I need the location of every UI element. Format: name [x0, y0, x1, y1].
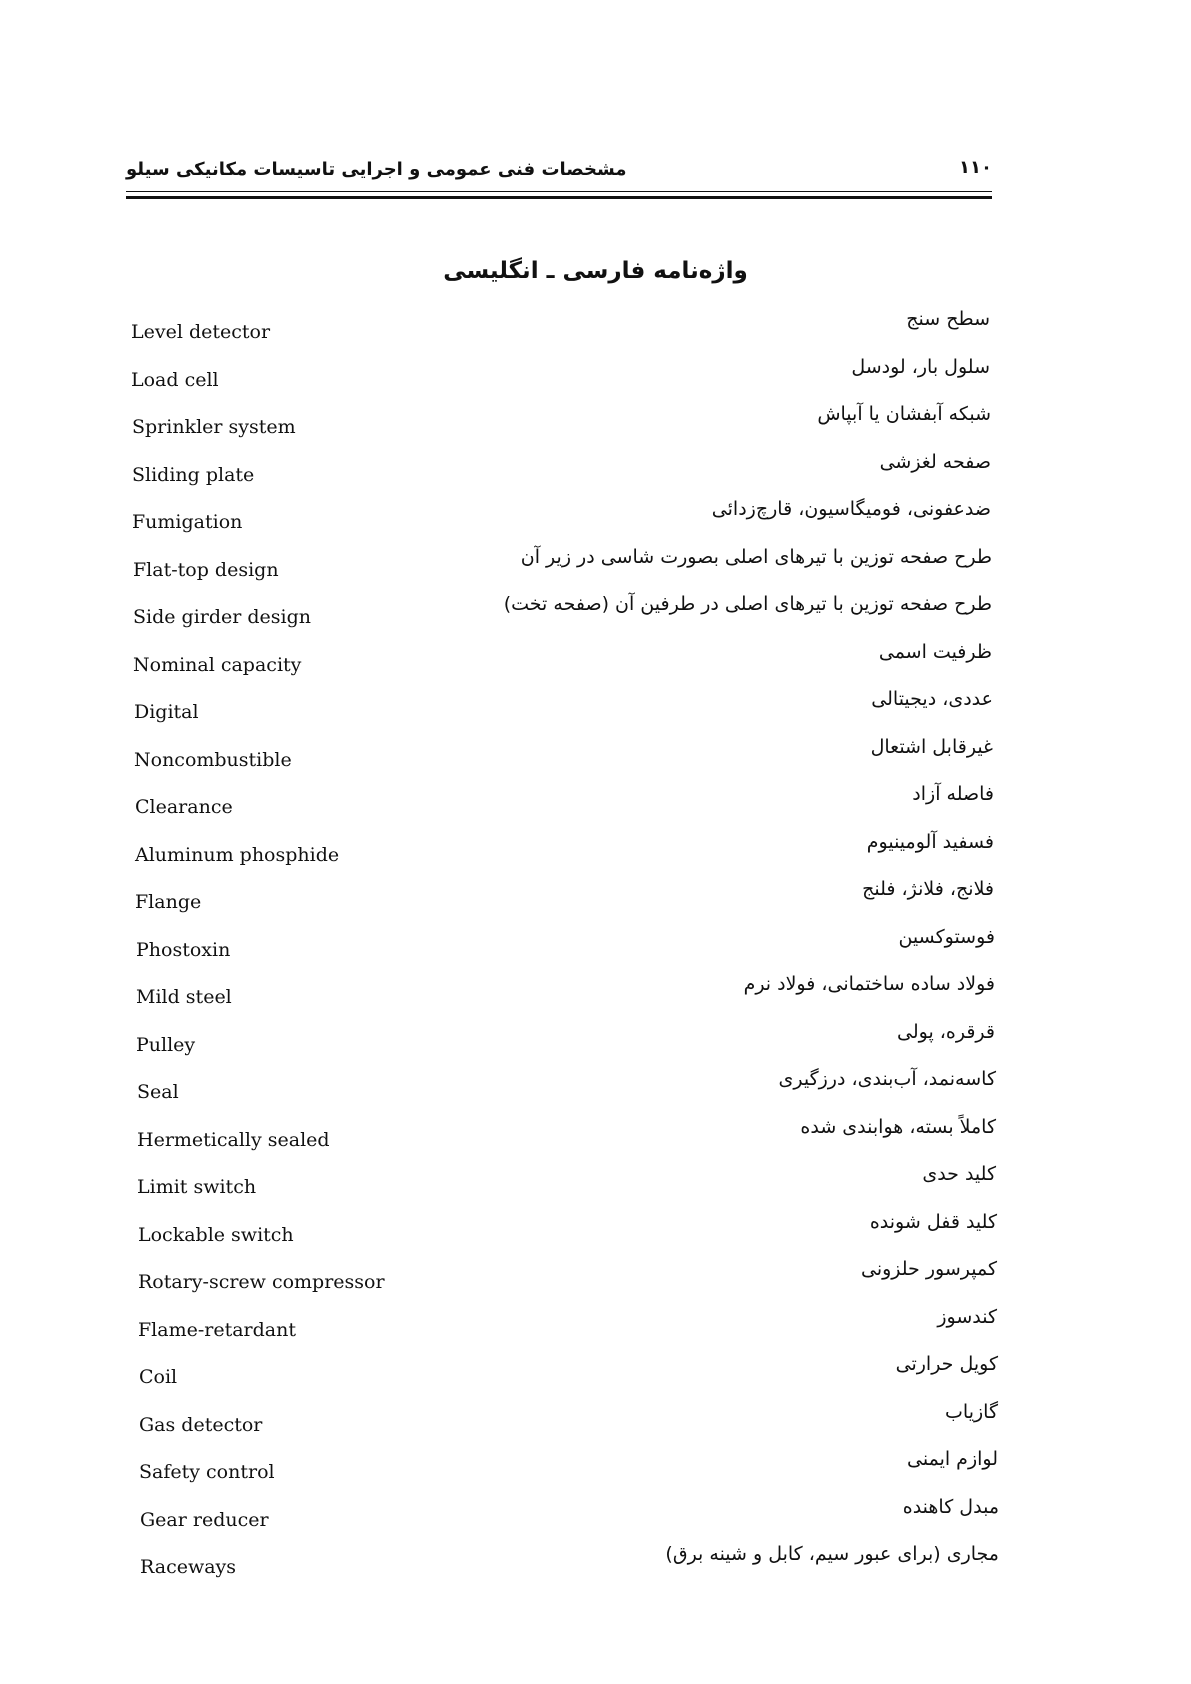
- english-term: Gear reducer: [140, 1509, 269, 1531]
- glossary-entry: [0, 783, 1191, 823]
- glossary-entry: [0, 451, 1191, 491]
- english-term: Level detector: [131, 321, 271, 343]
- persian-term: سلول بار، لودسل: [851, 356, 990, 378]
- header-title: مشخصات فنی عمومی و اجرایی تاسیسات مکانیکی سیلو: [126, 159, 627, 180]
- persian-term: فسفید آلومینیوم: [866, 831, 994, 853]
- persian-term: ظرفیت اسمی: [878, 641, 992, 663]
- persian-term: ضدعفونی، فومیگاسیون، قارچ‌زدائی: [711, 498, 991, 520]
- english-term: Noncombustible: [134, 749, 292, 771]
- english-term: Lockable switch: [138, 1224, 294, 1246]
- english-term: Flat-top design: [133, 559, 279, 581]
- english-term: Raceways: [140, 1556, 237, 1578]
- glossary-entry: [0, 498, 1191, 538]
- page-number: ۱۱۰: [959, 157, 992, 178]
- english-term: Flame-retardant: [138, 1319, 297, 1341]
- glossary-entry: [0, 878, 1191, 918]
- english-term: Pulley: [136, 1034, 196, 1056]
- glossary-entry: [0, 926, 1191, 966]
- english-term: Nominal capacity: [133, 654, 302, 676]
- persian-term: طرح صفحه توزین با تیرهای اصلی در طرفین آن (صفحه تخت): [503, 593, 992, 615]
- english-term: Load cell: [131, 369, 219, 391]
- glossary-entry: [0, 308, 1191, 348]
- english-term: Flange: [135, 891, 202, 913]
- glossary-entry: [0, 831, 1191, 871]
- glossary-entry: [0, 1306, 1191, 1346]
- english-term: Sliding plate: [132, 464, 255, 486]
- glossary-entry: [0, 1353, 1191, 1393]
- glossary-entry: [0, 736, 1191, 776]
- glossary-entry: [0, 1496, 1191, 1536]
- glossary-entry: [0, 1068, 1191, 1108]
- english-term: Clearance: [135, 796, 233, 818]
- english-term: Hermetically sealed: [137, 1129, 330, 1151]
- english-term: Limit switch: [137, 1176, 257, 1198]
- persian-term: فاصله آزاد: [912, 783, 994, 805]
- glossary-entry: [0, 641, 1191, 681]
- glossary-entry: [0, 1543, 1191, 1583]
- english-term: Side girder design: [133, 606, 312, 628]
- persian-term: مجاری (برای عبور سیم، کابل و شینه برق): [665, 1543, 999, 1565]
- section-heading: واژه‌نامه فارسی ـ انگلیسی: [443, 258, 748, 284]
- persian-term: کاسه‌نمد، آب‌بندی، درزگیری: [778, 1068, 996, 1090]
- glossary-entry: [0, 1401, 1191, 1441]
- persian-term: سطح سنج: [906, 308, 990, 330]
- persian-term: غیرقابل اشتعال: [870, 736, 993, 758]
- english-term: Coil: [139, 1366, 178, 1388]
- english-term: Mild steel: [136, 986, 232, 1008]
- glossary-entry: [0, 973, 1191, 1013]
- english-term: Fumigation: [132, 511, 243, 533]
- english-term: Gas detector: [139, 1414, 263, 1436]
- persian-term: فولاد ساده ساختمانی، فولاد نرم: [743, 973, 995, 995]
- persian-term: کویل حرارتی: [895, 1353, 998, 1375]
- persian-term: کمپرسور حلزونی: [860, 1258, 997, 1280]
- persian-term: قرقره، پولی: [897, 1021, 995, 1043]
- english-term: Aluminum phosphide: [135, 844, 340, 866]
- persian-term: فلانج، فلانژ، فلنج: [862, 878, 994, 900]
- glossary-entry: [0, 1116, 1191, 1156]
- persian-term: لوازم ایمنی: [907, 1448, 998, 1470]
- glossary-entry: [0, 593, 1191, 633]
- persian-term: مبدل کاهنده: [902, 1496, 999, 1518]
- persian-term: کندسوز: [937, 1306, 997, 1328]
- glossary-entry: [0, 1163, 1191, 1203]
- glossary-entry: [0, 1211, 1191, 1251]
- persian-term: کاملاً بسته، هوابندی شده: [800, 1116, 996, 1138]
- english-term: Sprinkler system: [132, 416, 296, 438]
- glossary-entry: [0, 403, 1191, 443]
- english-term: Safety control: [139, 1461, 275, 1483]
- english-term: Phostoxin: [136, 939, 231, 961]
- english-term: Digital: [134, 701, 199, 723]
- english-term: Rotary-screw compressor: [138, 1271, 385, 1293]
- glossary-entry: [0, 356, 1191, 396]
- persian-term: فوستوکسین: [898, 926, 995, 948]
- persian-term: صفحه لغزشی: [879, 451, 991, 473]
- persian-term: طرح صفحه توزین با تیرهای اصلی بصورت شاسی در زیر آن: [520, 546, 992, 568]
- glossary-entry: [0, 688, 1191, 728]
- persian-term: گازیاب: [945, 1401, 998, 1423]
- glossary-entry: [0, 1258, 1191, 1298]
- persian-term: شبکه آبفشان یا آبپاش: [817, 403, 991, 425]
- english-term: Seal: [137, 1081, 179, 1103]
- glossary-entry: [0, 1021, 1191, 1061]
- persian-term: کلید قفل شونده: [869, 1211, 997, 1233]
- glossary-entry: [0, 546, 1191, 586]
- glossary-entry: [0, 1448, 1191, 1488]
- persian-term: عددی، دیجیتالی: [871, 688, 993, 710]
- persian-term: کلید حدی: [922, 1163, 996, 1185]
